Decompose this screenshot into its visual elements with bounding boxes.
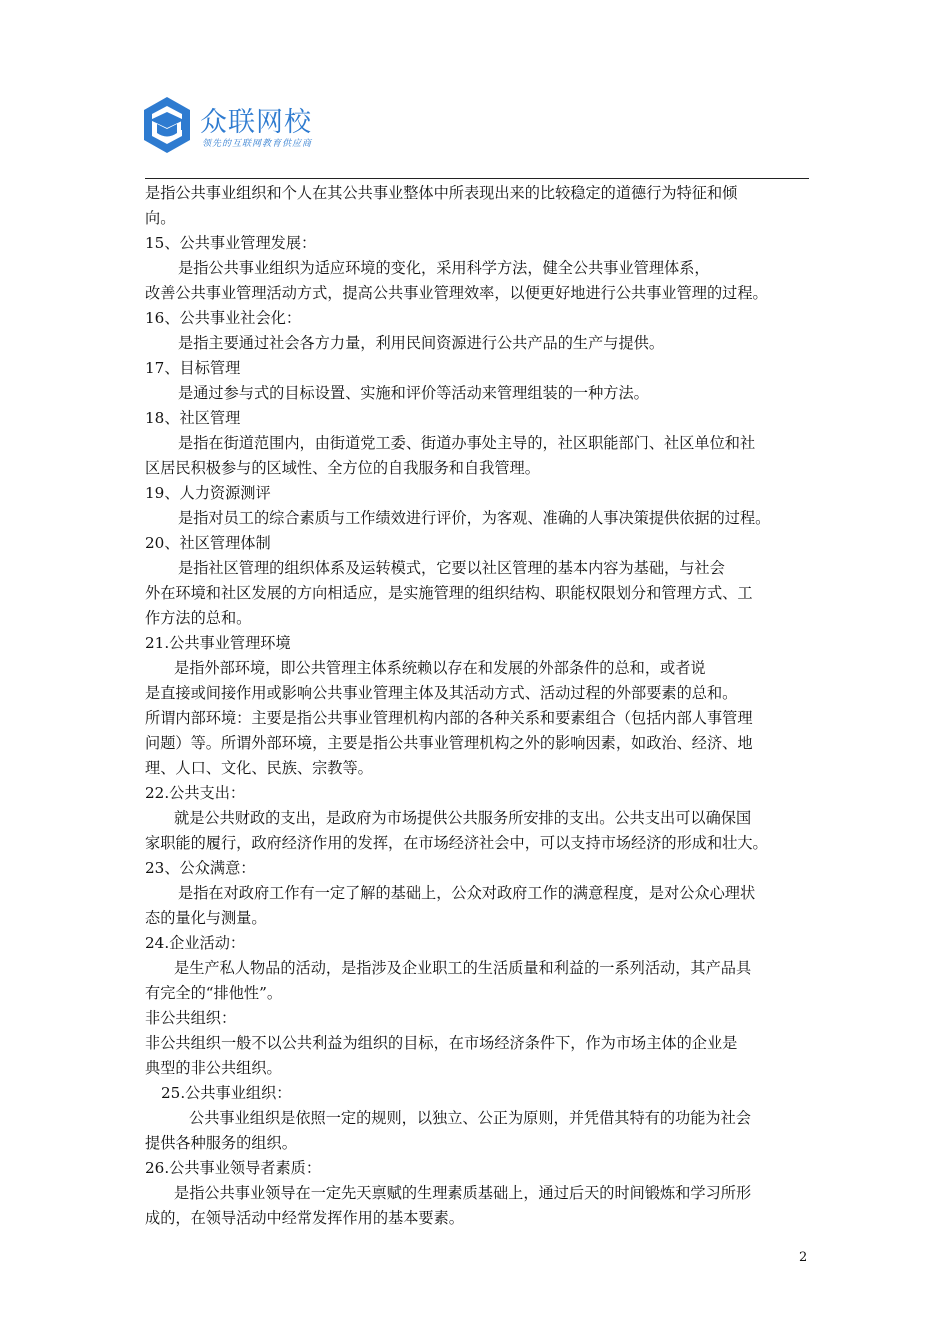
text-line: 成的，在领导活动中经常发挥作用的基本要素。 [145,1209,464,1227]
text-line: 是直接或间接作用或影响公共事业管理主体及其活动方式、活动过程的外部要素的总和。 [145,684,738,702]
text-line: 提供各种服务的组织。 [145,1134,297,1152]
text-line: 有完全的“排他性”。 [145,984,283,1002]
text-line: 是指在街道范围内，由街道党工委、街道办事处主导的，社区职能部门、社区单位和社 [178,434,756,452]
term-heading: 16、公共事业社会化： [145,309,302,327]
text-line: 是指对员工的综合素质与工作绩效进行评价，为客观、准确的人事决策提供依据的过程。 [178,509,771,527]
page-number: 2 [799,1250,808,1265]
term-heading: 22.公共支出： [145,784,246,802]
text-line: 非公共组织一般不以公共利益为组织的目标，在市场经济条件下，作为市场主体的企业是 [145,1034,738,1052]
text-line: 是指公共事业组织和个人在其公共事业整体中所表现出来的比较稳定的道德行为特征和倾 [145,184,738,202]
text-line: 是指外部环境，即公共管理主体系统赖以存在和发展的外部条件的总和，或者说 [174,659,706,677]
text-line: 公共事业组织是依照一定的规则，以独立、公正为原则，并凭借其特有的功能为社会 [189,1109,751,1127]
text-line: 是指公共事业领导在一定先天禀赋的生理素质基础上，通过后天的时间锻炼和学习所形 [174,1184,752,1202]
text-line: 问题）等。所谓外部环境，主要是指公共事业管理机构之外的影响因素，如政治、经济、地 [145,734,753,752]
text-line: 典型的非公共组织。 [145,1059,282,1077]
text-line: 是指公共事业组织为适应环境的变化，采用科学方法，健全公共事业管理体系， [178,259,710,277]
text-line: 所谓内部环境：主要是指公共事业管理机构内部的各种关系和要素组合（包括内部人事管理 [145,709,753,727]
logo [142,96,322,158]
text-line: 作方法的总和。 [145,609,252,627]
text-line: 外在环境和社区发展的方向相适应，是实施管理的组织结构、职能权限划分和管理方式、工 [145,584,753,602]
text-line: 就是公共财政的支出，是政府为市场提供公共服务所安排的支出。公共支出可以确保国 [174,809,752,827]
text-line: 是生产私人物品的活动，是指涉及企业职工的生活质量和利益的一系列活动，其产品具 [174,959,752,977]
text-line: 是指社区管理的组织体系及运转模式，它要以社区管理的基本内容为基础，与社会 [178,559,725,577]
text-line: 是指在对政府工作有一定了解的基础上，公众对政府工作的满意程度，是对公众心理状 [178,884,756,902]
document-body [145,181,815,1231]
text-line: 改善公共事业管理活动方式，提高公共事业管理效率，以便更好地进行公共事业管理的过程。 [145,284,768,302]
text-line: 理、人口、文化、民族、宗教等。 [145,759,373,777]
term-heading: 17、目标管理 [145,359,241,377]
logo-title: 众联网校 [200,107,312,138]
term-heading: 24.企业活动： [145,934,246,952]
header-divider [145,178,809,179]
text-line: 态的量化与测量。 [145,909,267,927]
text-line: 是通过参与式的目标设置、实施和评价等活动来管理组装的一种方法。 [178,384,649,402]
text-line: 是指主要通过社会各方力量，利用民间资源进行公共产品的生产与提供。 [178,334,664,352]
graduation-cap-logo-icon [142,96,192,154]
term-heading: 23、公众满意： [145,859,256,877]
term-heading: 18、社区管理 [145,409,241,427]
logo-slogan: 领先的互联网教育供应商 [202,139,313,149]
term-heading: 26.公共事业领导者素质： [145,1159,322,1177]
term-heading: 25.公共事业组织： [161,1084,292,1102]
text-line: 家职能的履行，政府经济作用的发挥，在市场经济社会中，可以支持市场经济的形成和壮大。 [145,834,768,852]
term-heading: 19、人力资源测评 [145,484,271,502]
term-heading: 非公共组织： [145,1009,237,1027]
term-heading: 20、社区管理体制 [145,534,271,552]
term-heading: 15、公共事业管理发展： [145,234,317,252]
text-line: 区居民积极参与的区域性、全方位的自我服务和自我管理。 [145,459,540,477]
term-heading: 21.公共事业管理环境 [145,634,291,652]
text-line: 向。 [145,209,176,227]
